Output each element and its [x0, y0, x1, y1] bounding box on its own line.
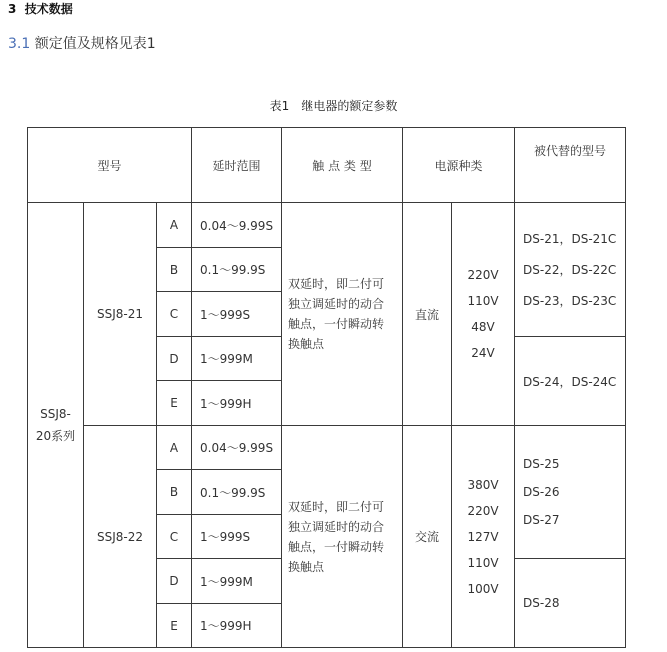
header-replaced-model: 被代替的型号 — [515, 128, 626, 203]
contact-type-cell — [282, 426, 403, 648]
power-kind-cell: 直流 — [403, 203, 452, 426]
code-cell: C — [157, 292, 192, 337]
delay-range-cell: 1～999H — [192, 604, 282, 648]
replaced-model: DS-27 — [523, 513, 560, 527]
delay-range-cell: 1～999S — [192, 515, 282, 559]
series-line-1: SSJ8- — [40, 407, 71, 421]
contact-line: 触点，一付瞬动转 — [288, 539, 385, 554]
header-delay-range: 延时范围 — [192, 128, 282, 203]
voltage-value: 127V — [467, 529, 499, 544]
rated-parameters-table — [27, 127, 626, 648]
delay-range-cell: 0.04～9.99S — [192, 203, 282, 248]
delay-range-cell: 0.1～99.9S — [192, 248, 282, 292]
code-cell: D — [157, 337, 192, 381]
code-cell: A — [157, 203, 192, 248]
table-caption-title: 继电器的额定参数 — [301, 99, 398, 113]
contact-line: 换触点 — [288, 337, 325, 351]
code-cell: B — [157, 470, 192, 515]
code-cell: C — [157, 515, 192, 559]
code-cell: B — [157, 248, 192, 292]
voltage-value: 48V — [471, 320, 495, 334]
table-caption — [0, 97, 667, 114]
series-cell — [28, 203, 84, 648]
replaced-model-cell — [515, 203, 626, 337]
delay-range-cell: 1～999M — [192, 559, 282, 604]
replaced-model: DS-23，DS-23C — [523, 294, 617, 308]
code-cell: E — [157, 604, 192, 648]
header-contact-type: 触 点 类 型 — [282, 128, 403, 203]
delay-range-cell: 1～999S — [192, 292, 282, 337]
subsection-title: 额定值及规格见表1 — [34, 36, 156, 52]
voltage-value: 220V — [467, 503, 499, 518]
contact-line: 触点，一付瞬动转 — [288, 317, 385, 331]
section-heading — [8, 0, 73, 17]
subsection-number: 3.1 — [8, 36, 31, 52]
voltage-value: 380V — [467, 477, 499, 492]
contact-type-cell — [282, 203, 403, 426]
replaced-model: DS-26 — [523, 485, 560, 499]
subsection-heading — [8, 33, 156, 53]
table-caption-label: 表1 — [269, 99, 290, 113]
code-cell: D — [157, 559, 192, 604]
contact-line: 独立调延时的动合 — [288, 297, 385, 311]
contact-line: 换触点 — [288, 559, 325, 574]
code-cell: E — [157, 381, 192, 426]
replaced-model-cell — [515, 337, 626, 426]
delay-range-cell: 0.04～9.99S — [192, 426, 282, 470]
replaced-model: DS-21，DS-21C — [523, 232, 617, 246]
header-model: 型号 — [28, 128, 192, 203]
table-header-row — [28, 128, 626, 203]
voltage-value: 24V — [471, 346, 495, 360]
power-kind-cell: 交流 — [403, 426, 452, 648]
model-cell: SSJ8-22 — [84, 426, 157, 648]
replaced-model-cell — [515, 426, 626, 559]
replaced-model: DS-25 — [523, 457, 560, 471]
section-number: 3 — [8, 2, 17, 16]
contact-line: 双延时，即二付可 — [288, 277, 385, 291]
voltage-cell — [452, 426, 515, 648]
header-power-type: 电源种类 — [403, 128, 515, 203]
delay-range-cell: 1～999H — [192, 381, 282, 426]
voltage-value: 100V — [467, 581, 499, 596]
replaced-model: DS-22，DS-22C — [523, 263, 617, 277]
voltage-cell — [452, 203, 515, 426]
code-cell: A — [157, 426, 192, 470]
contact-line: 双延时，即二付可 — [288, 499, 385, 514]
delay-range-cell: 1～999M — [192, 337, 282, 381]
series-line-2: 20系列 — [35, 429, 76, 443]
model-cell: SSJ8-21 — [84, 203, 157, 426]
contact-line: 独立调延时的动合 — [288, 519, 385, 534]
delay-range-cell: 0.1～99.9S — [192, 470, 282, 515]
voltage-value: 220V — [467, 268, 499, 282]
voltage-value: 110V — [467, 294, 499, 308]
table-row — [28, 203, 626, 248]
voltage-value: 110V — [467, 555, 499, 570]
replaced-model: DS-28 — [523, 596, 560, 610]
replaced-model-cell — [515, 559, 626, 648]
replaced-model: DS-24，DS-24C — [523, 374, 617, 389]
table-row — [28, 426, 626, 470]
section-title: 技术数据 — [24, 2, 73, 16]
